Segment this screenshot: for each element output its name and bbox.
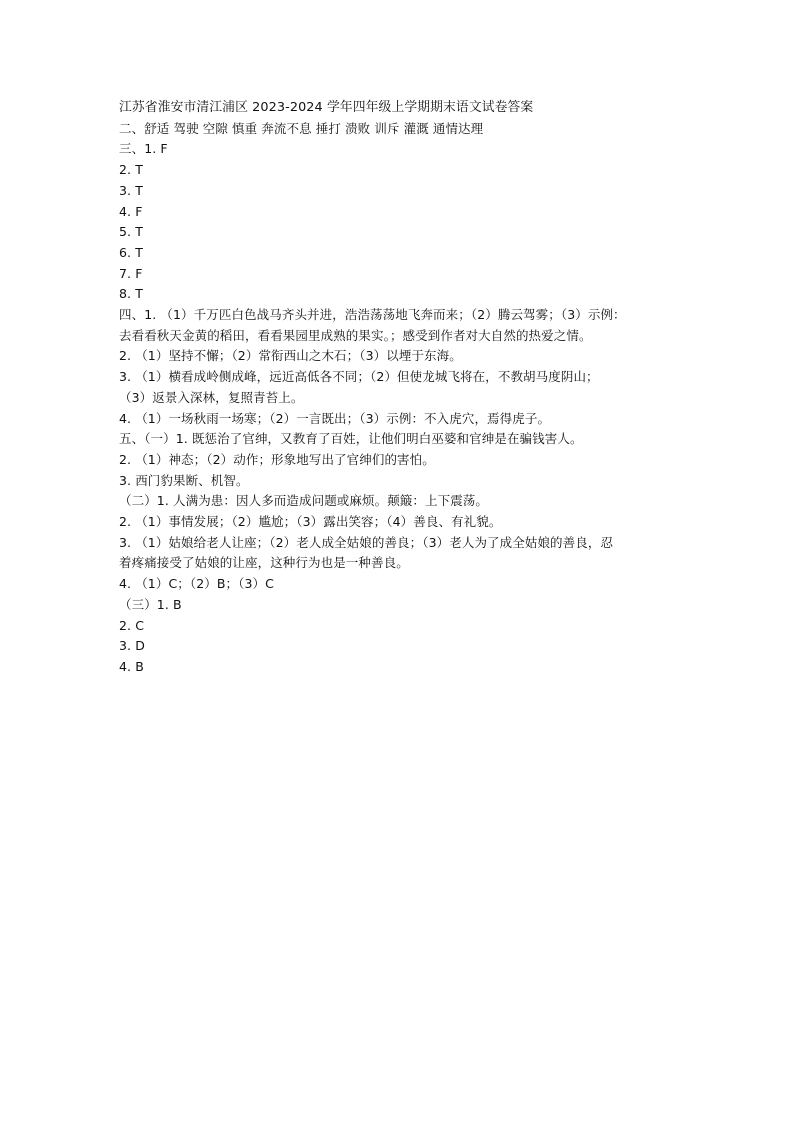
answer-line: 3. T: [119, 182, 143, 198]
answer-line: 着疼痛接受了姑娘的让座，这种行为也是一种善良。: [119, 555, 409, 571]
answer-line: 7. F: [119, 265, 143, 281]
answer-line: 2. （1）神态；（2）动作；形象地写出了官绅们的害怕。: [119, 451, 435, 467]
answer-line: 2. T: [119, 162, 143, 178]
answer-line: 8. T: [119, 286, 143, 302]
answer-line: （二）1. 人满为患：因人多而造成问题或麻烦。颠簸：上下震荡。: [119, 493, 489, 509]
answer-line: 3. 西门豹果断、机智。: [119, 472, 249, 488]
answer-line: 5. T: [119, 224, 143, 240]
answer-line: 二、舒适 驾驶 空隙 慎重 奔流不息 捶打 溃败 训斥 灌溉 通情达理: [119, 120, 484, 136]
answer-line: （3）返景入深林，复照青苔上。: [119, 389, 304, 405]
answer-line: 去看看秋天金黄的稻田，看看果园里成熟的果实。；感受到作者对大自然的热爱之情。: [119, 327, 592, 343]
answer-line: 4. F: [119, 203, 143, 219]
answer-line: 2. C: [119, 617, 145, 633]
answer-line: 三、1. F: [119, 141, 168, 157]
answer-content: [119, 98, 679, 678]
answer-line: 3. （1）姑娘给老人让座；（2）老人成全姑娘的善良；（3）老人为了成全姑娘的善良，忍: [119, 534, 614, 550]
answer-line: 五、（一）1. 既惩治了官绅，又教育了百姓，让他们明白巫婆和官绅是在骗钱害人。: [119, 431, 583, 447]
answer-line: 2. （1）事情发展；（2）尴尬；（3）露出笑容；（4）善良、有礼貌。: [119, 514, 502, 530]
answer-line: 3. D: [119, 638, 145, 654]
document-title: 江苏省淮安市清江浦区 2023-2024 学年四年级上学期期末语文试卷答案: [119, 100, 534, 115]
answer-line: 2. （1）坚持不懈；（2）常衔西山之木石；（3）以堙于东海。: [119, 348, 462, 364]
answer-line: 4. （1）一场秋雨一场寒；（2）一言既出；（3）示例：不入虎穴，焉得虎子。: [119, 410, 551, 426]
answer-lines: [119, 119, 679, 678]
answer-line: 4. B: [119, 658, 144, 674]
answer-line: （三）1. B: [119, 596, 182, 612]
answer-line: 3. （1）横看成岭侧成峰，远近高低各不同；（2）但使龙城飞将在，不教胡马度阴山；: [119, 369, 599, 385]
answer-line: 四、1. （1）千万匹白色战马齐头并进，浩浩荡荡地飞奔而来；（2）腾云驾雾；（3）示例：: [119, 307, 626, 323]
answer-line: 6. T: [119, 244, 143, 260]
answer-line: 4. （1）C；（2）B；（3）C: [119, 576, 274, 592]
